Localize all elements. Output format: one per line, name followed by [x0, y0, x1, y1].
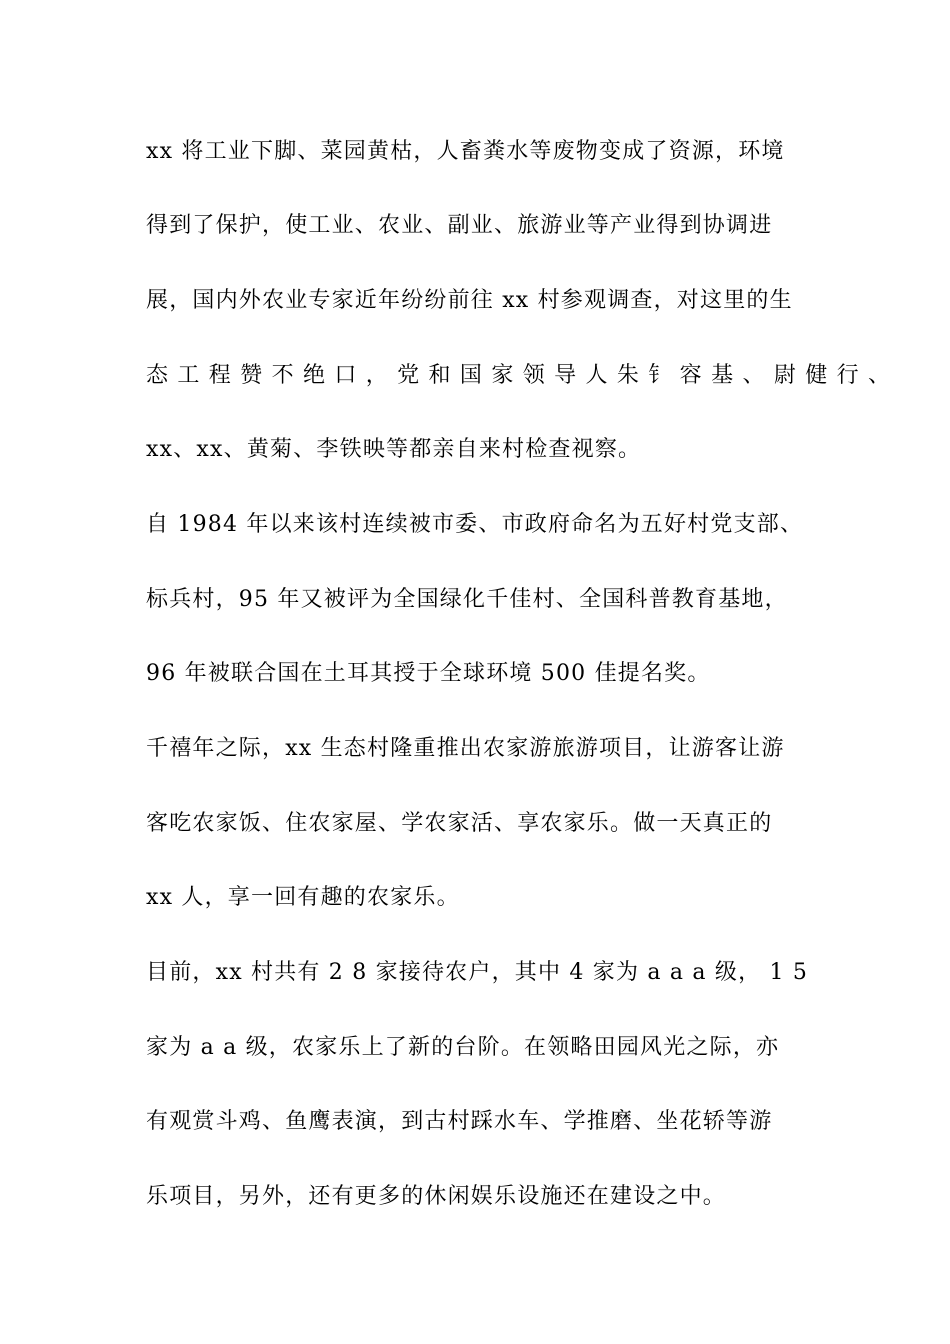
- text-line-6: 自 1984 年以来该村连续被市委、市政府命名为五好村党支部、: [146, 512, 804, 537]
- text-line-9: 千禧年之际，xx 生态村隆重推出农家游旅游项目，让游客让游: [146, 736, 785, 761]
- text-line-7: 标兵村，95 年又被评为全国绿化千佳村、全国科普教育基地，: [146, 587, 788, 612]
- text-line-5: xx、xx、黄菊、李铁映等都亲自来村检查视察。: [146, 437, 642, 462]
- text-line-1: xx 将工业下脚、菜园黄枯，人畜粪水等废物变成了资源，环境: [146, 139, 785, 164]
- text-line-10: 客吃农家饭、住农家屋、学农家活、享农家乐。做一天真正的: [146, 811, 773, 836]
- text-line-8: 96 年被联合国在土耳其授于全球环境 500 佳提名奖。: [146, 661, 711, 686]
- text-line-12: 目前，xx 村共有 2 8 家接待农户，其中 4 家为 a a a 级， 1 5: [146, 960, 809, 985]
- text-line-15: 乐项目，另外，还有更多的休闲娱乐设施还在建设之中。: [146, 1184, 727, 1209]
- text-line-4: 态 工 程 赞 不 绝 口 ， 党 和 国 家 领 导 人 朱 钅 容 基 、 尉 健 行 、: [146, 363, 892, 388]
- text-line-2: 得到了保护，使工业、农业、副业、旅游业等产业得到协调进: [146, 213, 773, 238]
- text-line-13: 家为 a a 级，农家乐上了新的台阶。在领略田园风光之际，亦: [146, 1035, 780, 1060]
- text-line-14: 有观赏斗鸡、鱼鹰表演，到古村踩水车、学推磨、坐花轿等游: [146, 1109, 773, 1134]
- text-line-11: xx 人，享一回有趣的农家乐。: [146, 885, 460, 910]
- text-line-3: 展，国内外农业专家近年纷纷前往 xx 村参观调查，对这里的生: [146, 288, 793, 313]
